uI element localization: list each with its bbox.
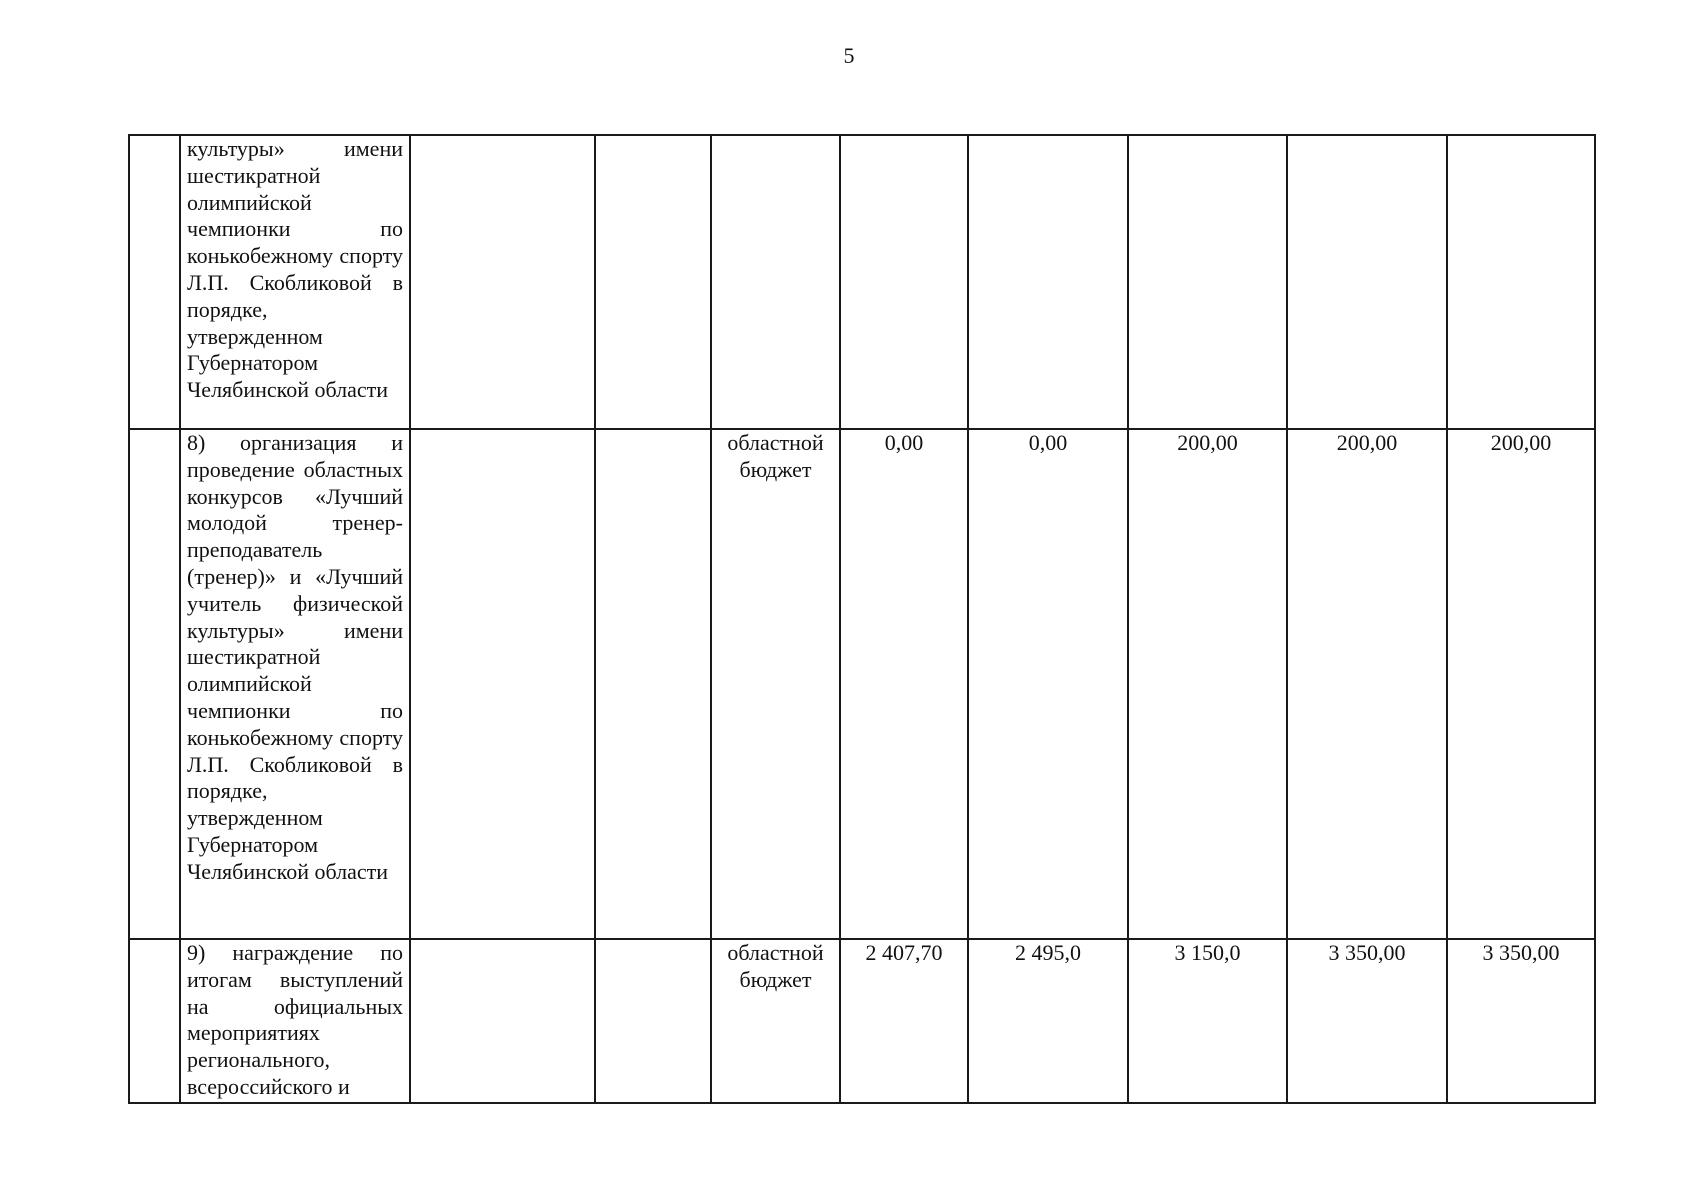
value-cell: 200,00 xyxy=(1287,429,1447,939)
value-cell: 3 150,0 xyxy=(1128,939,1287,1103)
table-row xyxy=(129,135,1595,429)
description-text: культуры» имени шестикратной олимпийской чемпионки по конькобежному спорту Л.П. Скобликовой в порядке, утвержденном Губернатором Челябинской области xyxy=(187,136,403,403)
value-cell: 0,00 xyxy=(840,429,968,939)
budget-table xyxy=(128,134,1596,1104)
description-text: 8) организация и проведение областных конкурсов «Лучший молодой тренер-преподаватель (тренер)» и «Лучший учитель физической культуры» имени шестикратной олимпийской чемпионки по конькобежному спорту Л.П. Скобликовой в порядке, утвержденном Губернатором Челябинской области xyxy=(187,430,403,884)
value-cell: 2 495,0 xyxy=(968,939,1128,1103)
row-number-cell xyxy=(129,135,180,429)
responsible-cell xyxy=(410,939,595,1103)
row-number-cell xyxy=(129,939,180,1103)
value-cell xyxy=(840,135,968,429)
funding-source-cell: областной бюджет xyxy=(711,429,840,939)
value-cell: 200,00 xyxy=(1447,429,1595,939)
value-cell xyxy=(1128,135,1287,429)
table-row xyxy=(129,429,1595,939)
deadline-cell xyxy=(595,429,711,939)
description-cell xyxy=(180,135,410,429)
page-number: 5 xyxy=(843,43,855,68)
row-number-cell xyxy=(129,429,180,939)
description-text: 9) награждение по итогам выступлений на официальных мероприятиях регионального, всероссийского и xyxy=(187,940,403,1099)
value-cell: 3 350,00 xyxy=(1447,939,1595,1103)
deadline-cell xyxy=(595,135,711,429)
value-cell: 0,00 xyxy=(968,429,1128,939)
funding-source-cell xyxy=(711,135,840,429)
description-cell xyxy=(180,939,410,1103)
value-cell: 2 407,70 xyxy=(840,939,968,1103)
responsible-cell xyxy=(410,429,595,939)
value-cell xyxy=(1447,135,1595,429)
funding-source-cell: областной бюджет xyxy=(711,939,840,1103)
value-cell xyxy=(1287,135,1447,429)
deadline-cell xyxy=(595,939,711,1103)
table-row xyxy=(129,939,1595,1103)
value-cell xyxy=(968,135,1128,429)
value-cell: 200,00 xyxy=(1128,429,1287,939)
responsible-cell xyxy=(410,135,595,429)
value-cell: 3 350,00 xyxy=(1287,939,1447,1103)
description-cell xyxy=(180,429,410,939)
